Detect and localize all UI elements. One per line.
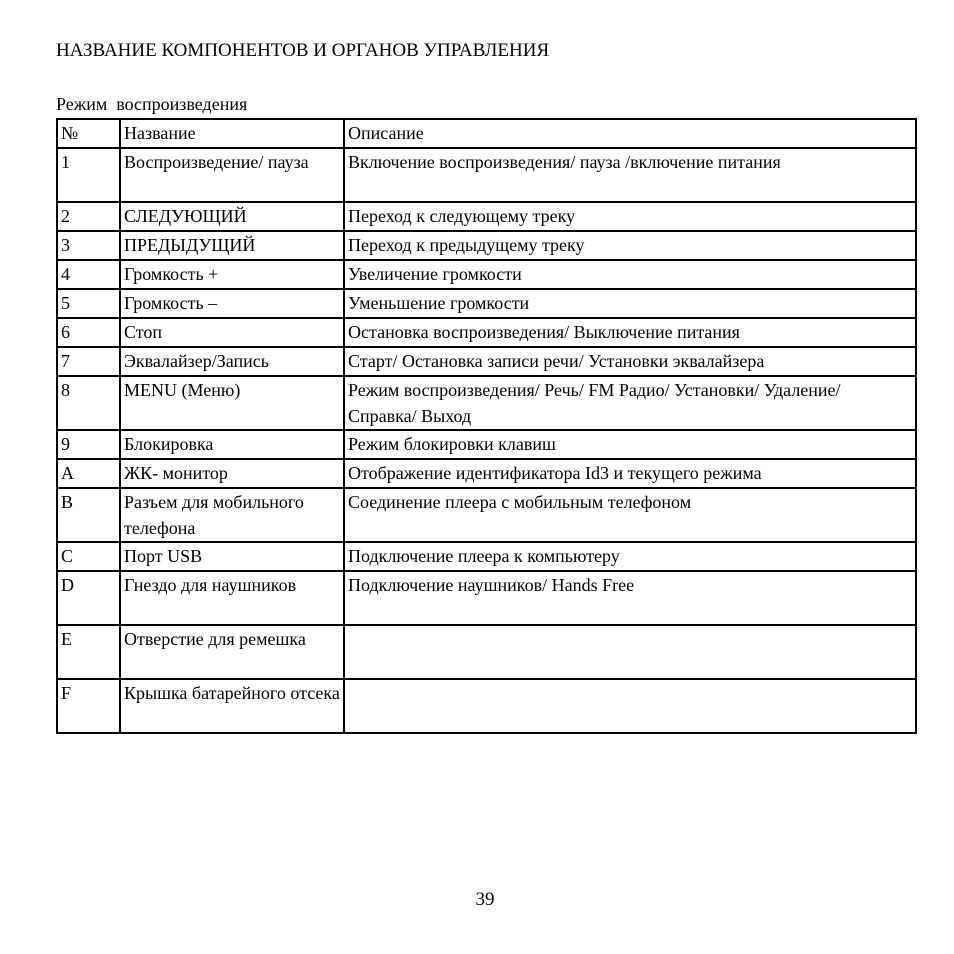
row-name: Громкость –	[120, 289, 344, 318]
row-description: Подключение плеера к компьютеру	[344, 542, 916, 571]
row-number: E	[57, 625, 120, 679]
row-name: СЛЕДУЮЩИЙ	[120, 202, 344, 231]
header-number: №	[57, 119, 120, 148]
row-number: 1	[57, 148, 120, 202]
row-name: Крышка батарейного отсека	[120, 679, 344, 733]
row-number: C	[57, 542, 120, 571]
table-row	[57, 202, 916, 231]
row-description: Режим воспроизведения/ Речь/ FM Радио/ Установки/ Удаление/ Справка/ Выход	[344, 376, 916, 430]
row-name: Воспроизведение/ пауза	[120, 148, 344, 202]
table-row	[57, 430, 916, 459]
row-description: Увеличение громкости	[344, 260, 916, 289]
table-row	[57, 542, 916, 571]
row-number: 7	[57, 347, 120, 376]
row-number: 6	[57, 318, 120, 347]
row-description	[344, 679, 916, 733]
row-number: A	[57, 459, 120, 488]
table-row	[57, 679, 916, 733]
row-description: Переход к следующему треку	[344, 202, 916, 231]
row-number: B	[57, 488, 120, 542]
header-description: Описание	[344, 119, 916, 148]
row-number: 4	[57, 260, 120, 289]
row-name: Отверстие для ремешка	[120, 625, 344, 679]
row-name: Стоп	[120, 318, 344, 347]
row-description	[344, 625, 916, 679]
table-row	[57, 347, 916, 376]
row-description: Старт/ Остановка записи речи/ Установки эквалайзера	[344, 347, 916, 376]
table-row	[57, 231, 916, 260]
row-number: D	[57, 571, 120, 625]
row-number: 8	[57, 376, 120, 430]
row-name: Разъем для мобильного телефона	[120, 488, 344, 542]
row-description: Уменьшение громкости	[344, 289, 916, 318]
page-heading: НАЗВАНИЕ КОМПОНЕНТОВ И ОРГАНОВ УПРАВЛЕНИЯ	[56, 40, 550, 61]
row-number: F	[57, 679, 120, 733]
row-description: Переход к предыдущему треку	[344, 231, 916, 260]
header-name: Название	[120, 119, 344, 148]
row-description: Соединение плеера с мобильным телефоном	[344, 488, 916, 542]
row-name: Порт USB	[120, 542, 344, 571]
row-name: Громкость +	[120, 260, 344, 289]
row-name: Блокировка	[120, 430, 344, 459]
table-row	[57, 625, 916, 679]
row-description: Режим блокировки клавиш	[344, 430, 916, 459]
table-header-row	[57, 119, 916, 148]
table-row	[57, 148, 916, 202]
row-name: Эквалайзер/Запись	[120, 347, 344, 376]
row-number: 5	[57, 289, 120, 318]
row-description: Включение воспроизведения/ пауза /включение питания	[344, 148, 916, 202]
row-description: Подключение наушников/ Hands Free	[344, 571, 916, 625]
table-row	[57, 318, 916, 347]
page-number: 39	[475, 889, 495, 910]
table-row	[57, 488, 916, 542]
row-description: Отображение идентификатора Id3 и текущего режима	[344, 459, 916, 488]
row-name: ПРЕДЫДУЩИЙ	[120, 231, 344, 260]
table-row	[57, 571, 916, 625]
row-name: MENU (Меню)	[120, 376, 344, 430]
row-number: 9	[57, 430, 120, 459]
row-number: 3	[57, 231, 120, 260]
section-title: Режим воспроизведения	[56, 94, 248, 114]
table-row	[57, 459, 916, 488]
table-row	[57, 289, 916, 318]
row-number: 2	[57, 202, 120, 231]
components-table	[56, 118, 917, 734]
row-name: ЖК- монитор	[120, 459, 344, 488]
table-row	[57, 376, 916, 430]
row-description: Остановка воспроизведения/ Выключение питания	[344, 318, 916, 347]
table-row	[57, 260, 916, 289]
row-name: Гнездо для наушников	[120, 571, 344, 625]
